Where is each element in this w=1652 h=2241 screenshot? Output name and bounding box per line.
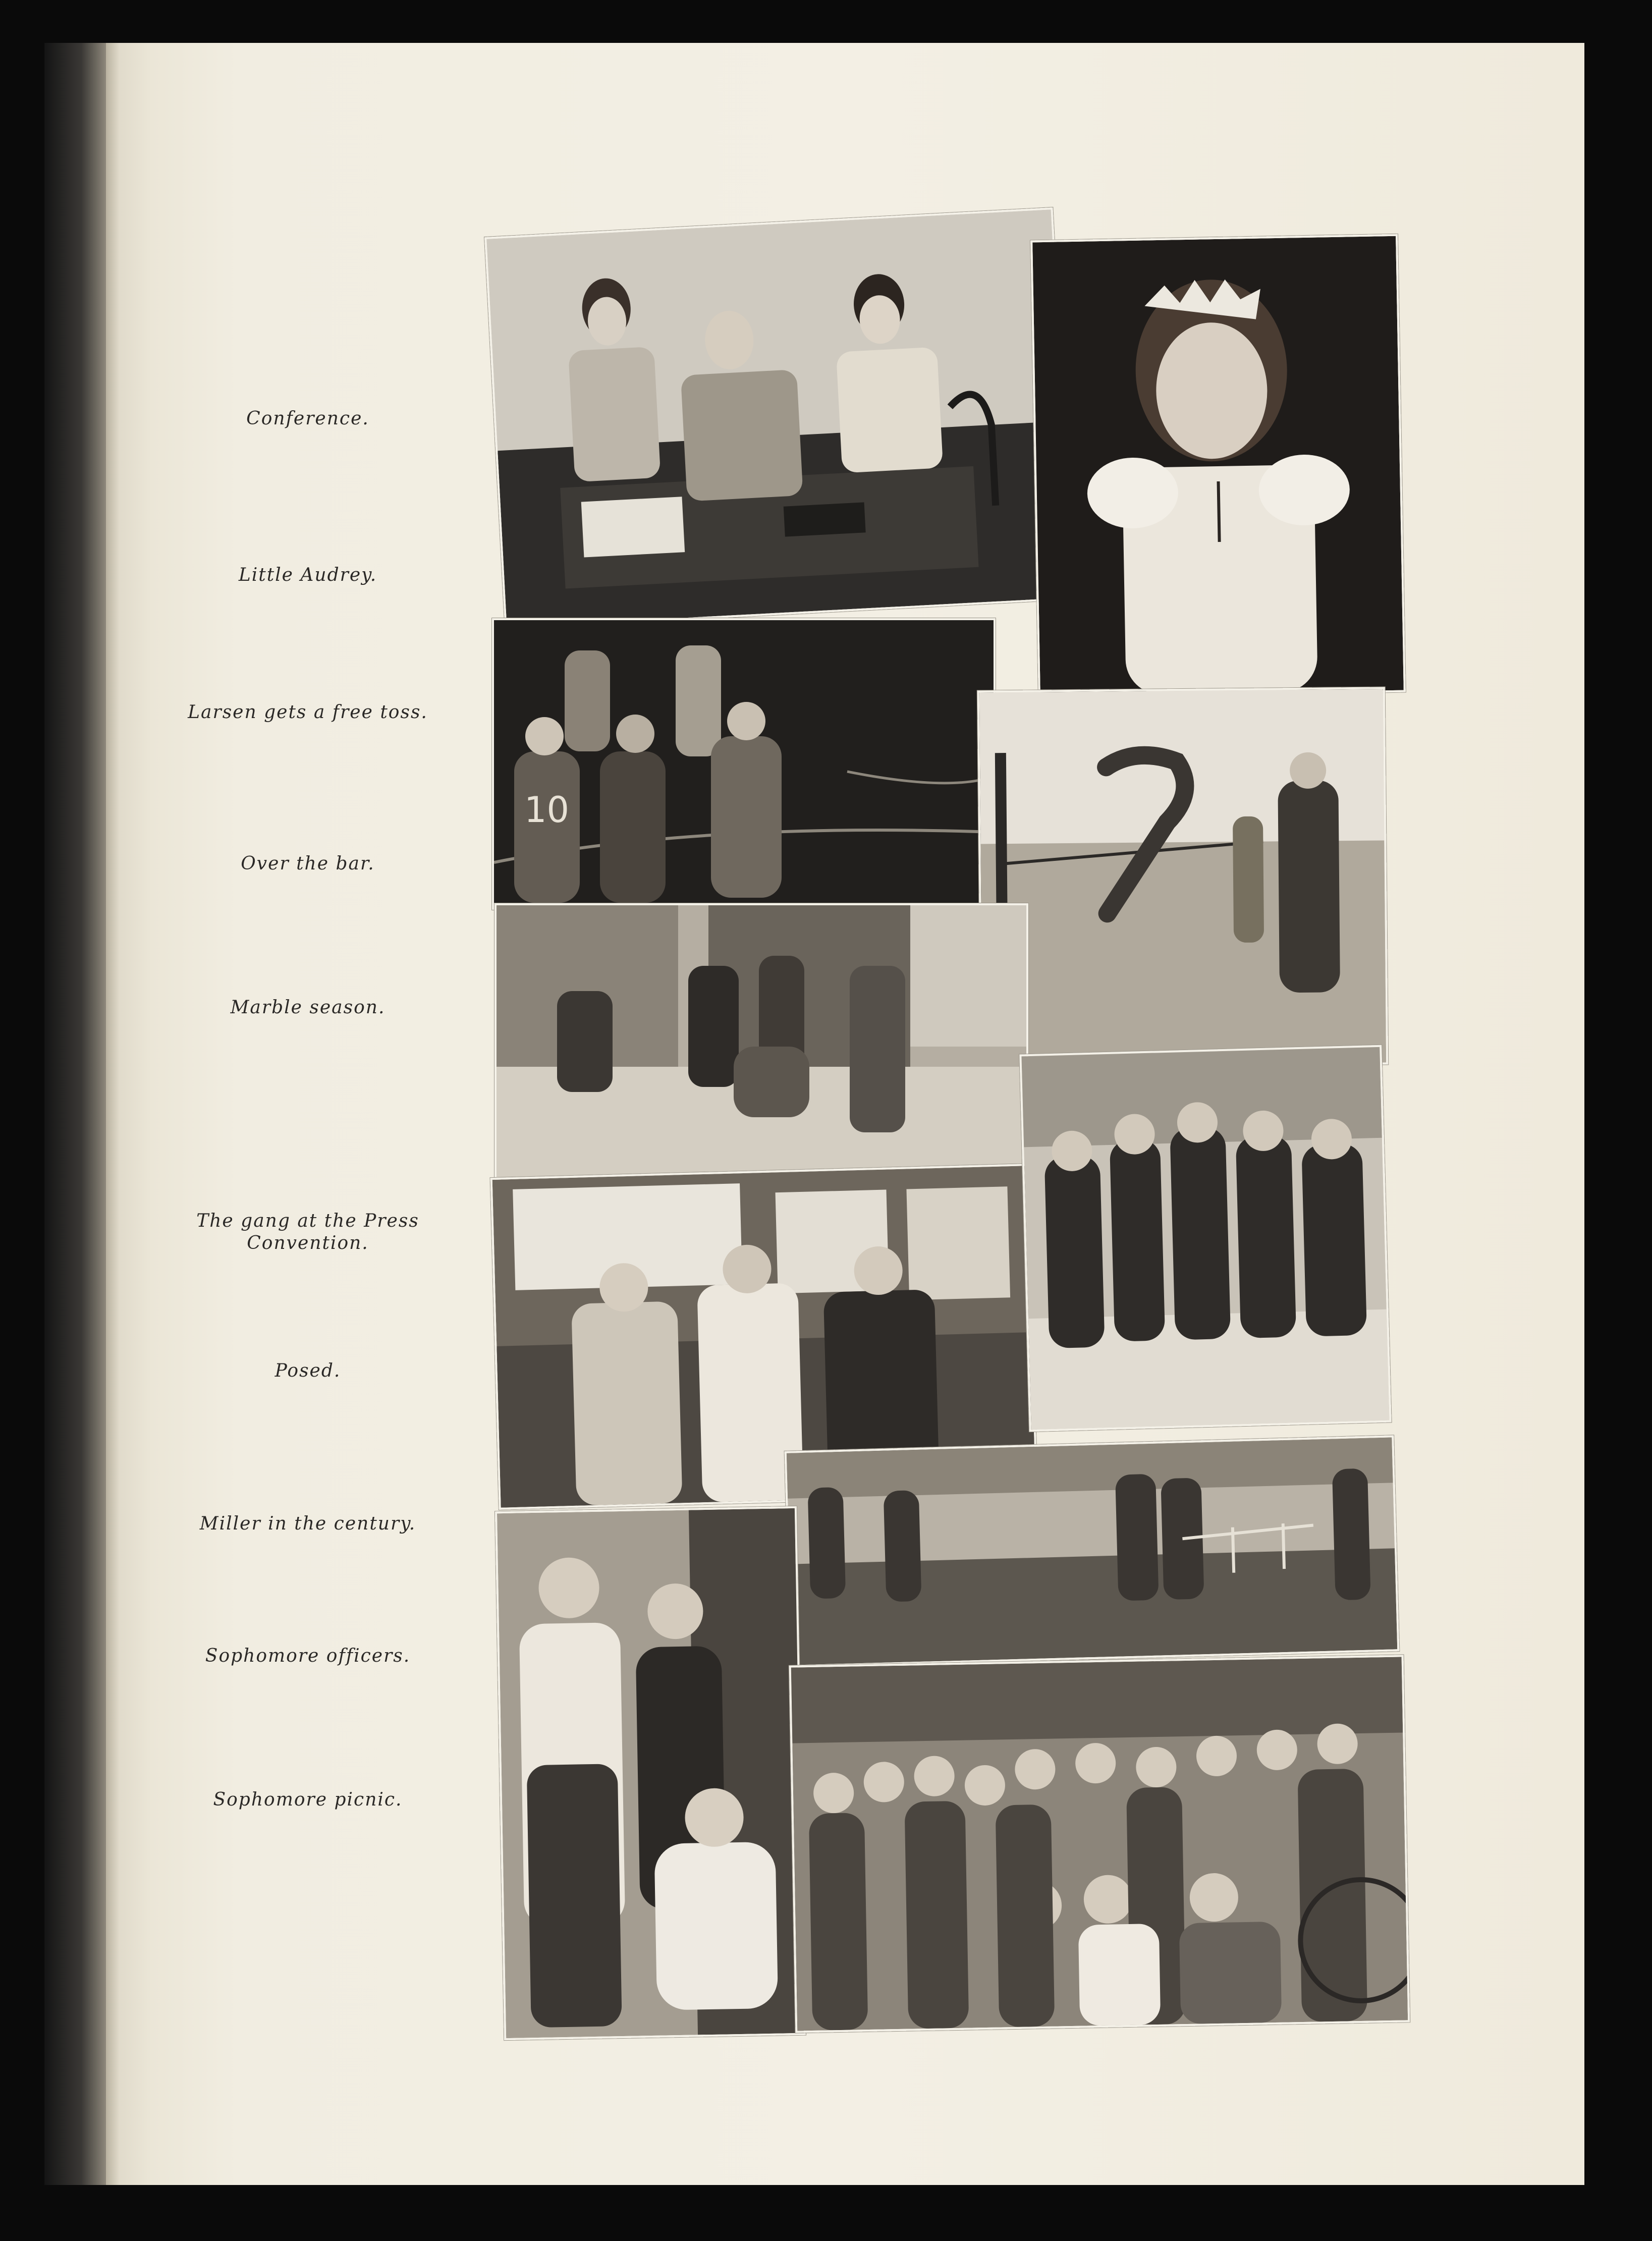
caption-century: Miller in the century. — [199, 1513, 416, 1534]
high-jump-photo — [977, 687, 1388, 1068]
conference-photo — [484, 207, 1073, 629]
sophomore-picnic-photo — [789, 1655, 1410, 2033]
caption-marble-season: Marble season. — [230, 997, 386, 1018]
caption-sophomore-officers: Sophomore officers. — [205, 1646, 411, 1666]
little-audrey-photo — [1030, 234, 1406, 699]
caption-posed: Posed. — [274, 1360, 341, 1381]
sophomore-officers-photo — [495, 1506, 806, 2040]
marble-season-photo — [494, 903, 1028, 1180]
caption-conference: Conference. — [246, 408, 369, 429]
page-gutter — [106, 43, 120, 2185]
track-race-photo — [785, 1435, 1400, 1667]
posed-group-photo — [1019, 1045, 1391, 1432]
caption-press-convention: The gang at the Press Convention. — [196, 1211, 419, 1253]
caption-over-the-bar: Over the bar. — [241, 853, 375, 874]
binding-shadow — [44, 43, 106, 2185]
caption-free-toss: Larsen gets a free toss. — [188, 702, 428, 723]
basketball-photo — [492, 618, 996, 910]
jersey-number: 10 — [524, 789, 570, 831]
caption-sophomore-picnic: Sophomore picnic. — [213, 1789, 403, 1810]
caption-little-audrey: Little Audrey. — [238, 565, 377, 585]
